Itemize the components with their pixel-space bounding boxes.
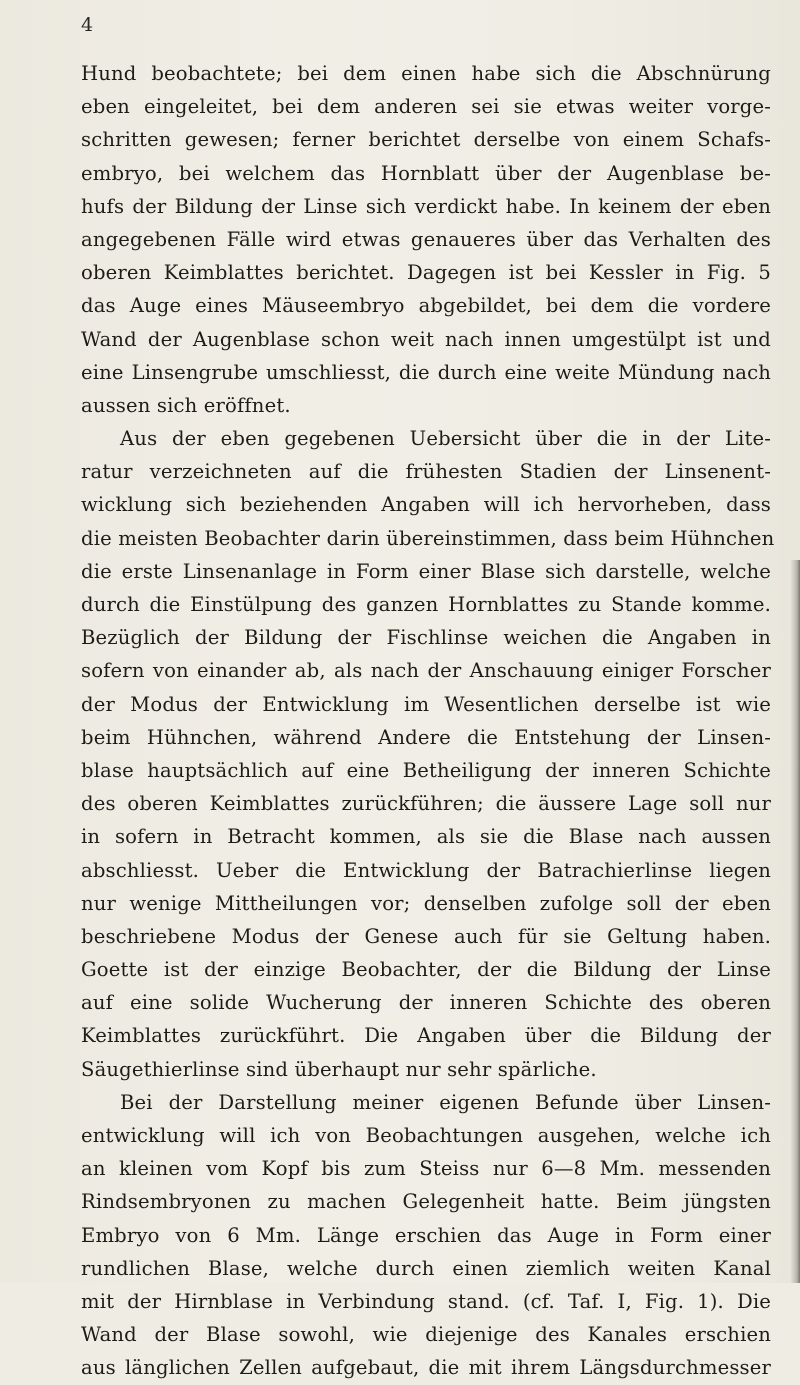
text-line: durch die Einstülpung des ganzen Hornblattes zu Stande komme.	[81, 593, 771, 616]
text-line: sofern von einander ab, als nach der Anschauung einiger Forscher	[81, 659, 771, 683]
text-line: abschliesst. Ueber die Entwicklung der Batrachierlinse liegen	[81, 858, 771, 882]
text-line: angegebenen Fälle wird etwas genaueres über das Verhalten des	[81, 227, 771, 251]
text-line: Embryo von 6 Mm. Länge erschien das Auge in Form einer	[81, 1223, 771, 1247]
page-edge-shadow	[790, 560, 800, 1283]
text-line: an kleinen vom Kopf bis zum Steiss nur 6—8 Mm. messenden	[81, 1157, 771, 1181]
text-line: Rindsembryonen zu machen Gelegenheit hatte. Beim jüngsten	[81, 1190, 771, 1214]
text-line: Bezüglich der Bildung der Fischlinse weichen die Angaben in	[81, 626, 771, 650]
text-line: wicklung sich beziehenden Angaben will ich hervorheben, dass	[81, 493, 771, 517]
text-line: beim Hühnchen, während Andere die Entstehung der Linsen-	[81, 725, 771, 749]
text-line: auf eine solide Wucherung der inneren Schichte des oberen	[81, 991, 771, 1015]
text-line: entwicklung will ich von Beobachtungen ausgehen, welche ich	[81, 1124, 771, 1147]
text-line: Keimblattes zurückführt. Die Angaben über die Bildung der	[81, 1024, 771, 1048]
text-line: eben eingeleitet, bei dem anderen sei sie etwas weiter vorge-	[81, 95, 771, 119]
text-line: Wand der Augenblase schon weit nach innen umgestülpt ist und	[81, 327, 771, 351]
text-line: eine Linsengrube umschliesst, die durch eine weite Mündung nach	[81, 360, 771, 384]
text-line: der Modus der Entwicklung im Wesentlichen derselbe ist wie	[81, 692, 771, 716]
text-line: ratur verzeichneten auf die frühesten Stadien der Linsenent-	[81, 460, 771, 484]
text-line: nur wenige Mittheilungen vor; denselben zufolge soll der eben	[81, 891, 771, 915]
text-line: Wand der Blase sowohl, wie diejenige des Kanales erschien	[81, 1323, 771, 1347]
text-line: Hund beobachtete; bei dem einen habe sich die Abschnürung	[81, 62, 771, 85]
page-number: 4	[81, 14, 94, 36]
text-line: Säugethierlinse sind überhaupt nur sehr spärliche.	[81, 1057, 597, 1081]
text-line: mit der Hirnblase in Verbindung stand. (cf. Taf. I, Fig. 1). Die	[81, 1289, 771, 1313]
text-line: die erste Linsenanlage in Form einer Blase sich darstelle, welche	[81, 559, 771, 583]
text-line: des oberen Keimblattes zurückführen; die äussere Lage soll nur	[81, 792, 771, 816]
text-line: blase hauptsächlich auf eine Betheiligung der inneren Schichte	[81, 758, 771, 782]
text-line: aus länglichen Zellen aufgebaut, die mit ihrem Längsdurchmesser	[81, 1356, 771, 1380]
text-line: Bei der Darstellung meiner eigenen Befunde über Linsen-	[120, 1090, 771, 1114]
text-line: die meisten Beobachter darin übereinstimmen, dass beim Hühnchen	[81, 526, 775, 550]
text-line: in sofern in Betracht kommen, als sie die Blase nach aussen	[81, 825, 771, 849]
text-line: das Auge eines Mäuseembryo abgebildet, bei dem die vordere	[81, 294, 771, 318]
text-line: Aus der eben gegebenen Uebersicht über die in der Lite-	[120, 427, 771, 451]
text-line: oberen Keimblattes berichtet. Dagegen ist bei Kessler in Fig. 5	[81, 261, 771, 285]
text-line: schritten gewesen; ferner berichtet derselbe von einem Schafs-	[81, 128, 771, 152]
body-text	[81, 57, 775, 1385]
text-line: aussen sich eröffnet.	[81, 393, 291, 417]
text-line: beschriebene Modus der Genese auch für sie Geltung haben.	[81, 924, 771, 948]
text-line: rundlichen Blase, welche durch einen ziemlich weiten Kanal	[81, 1256, 771, 1280]
text-line: embryo, bei welchem das Hornblatt über der Augenblase be-	[81, 161, 771, 185]
text-line: hufs der Bildung der Linse sich verdickt habe. In keinem der eben	[81, 194, 771, 218]
text-line: Goette ist der einzige Beobachter, der die Bildung der Linse	[81, 958, 771, 982]
